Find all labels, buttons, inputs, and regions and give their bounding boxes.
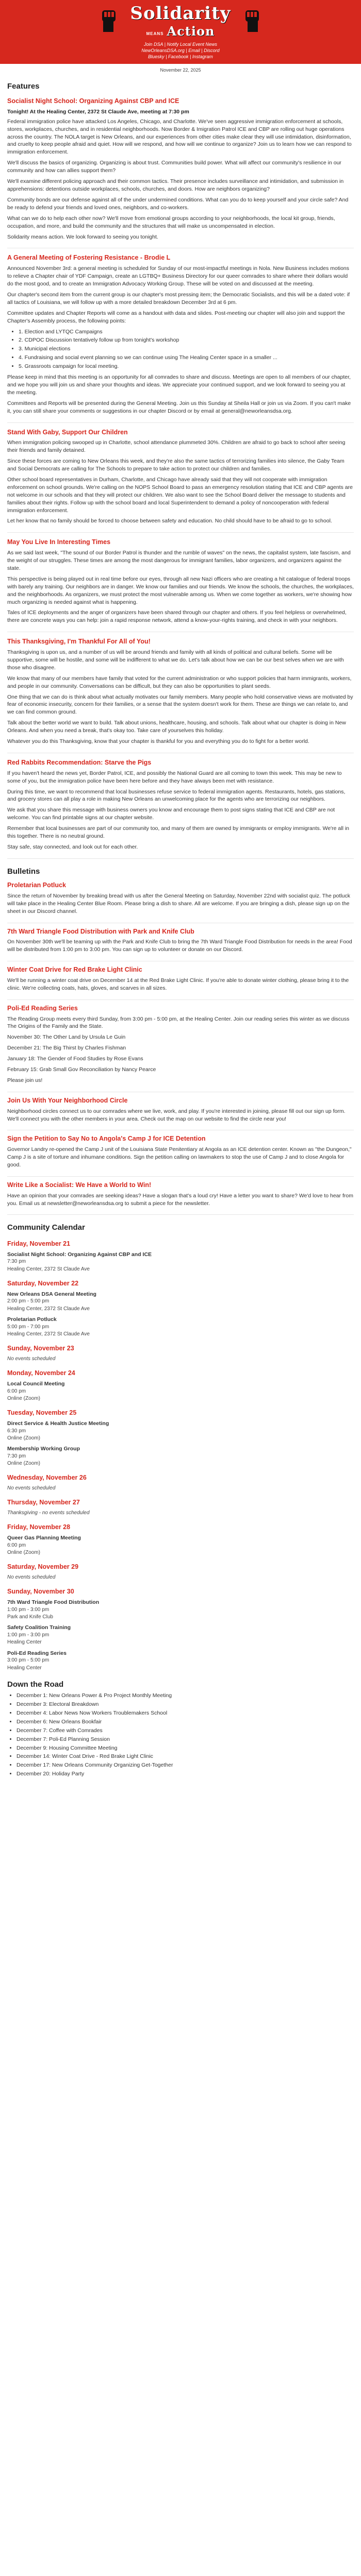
bulletin-paragraph: November 30: The Other Land by Ursula Le Guin — [7, 1034, 126, 1041]
calendar-event-name: 7th Ward Triangle Food Distribution — [7, 1599, 100, 1605]
calendar-heading: Community Calendar — [7, 1223, 85, 1232]
article — [7, 758, 354, 859]
calendar-event[interactable] — [7, 1380, 354, 1402]
article-paragraph: Our chapter's second item from the current group is our chapter's most pressing item; the Democratic Socialists, and this will be a dated vote: if all tactics of Louisiana, we will follow up with a more detailed breakdown December 3rd at 6 pm. — [7, 291, 350, 306]
down-the-road-item[interactable]: • December 4: Labor News Now Workers Troublemakers School — [17, 1709, 354, 1717]
article-paragraph: Federal immigration police have attacked Los Angeles, Chicago, and Charlotte. We've seen aggressive immigration enforcement at schools, stores, workplaces, churches, and in residential neighborhoods. Now Border & Imigration Patrol ICE and CBP are rolling out huge operations across the country. The NOLA target is New Orleans, and our experiences from other cities make clear they will use intimidation, disinformation, and cruelty to keep people afraid and quiet. How will we respond, and how will we continue to organize? Join us to learn how we can respond to immigration enforcement. — [7, 118, 352, 156]
calendar-event-meta: 5:00 pm - 7:00 pm — [7, 1324, 50, 1330]
calendar-event-name: Membership Working Group — [7, 1446, 80, 1452]
calendar-event-name: Queer Gas Planning Meeting — [7, 1535, 81, 1541]
down-the-road-item[interactable]: • December 9: Housing Committee Meeting — [17, 1744, 354, 1752]
article-title[interactable]: This Thanksgiving, I'm Thankful For All of You! — [7, 638, 151, 646]
down-the-road-item[interactable]: • December 14: Winter Coat Drive - Red Brake Light Clinic — [17, 1753, 354, 1760]
calendar-day: Friday, November 28 — [7, 1523, 71, 1531]
article-title[interactable]: May You Live In Interesting Times — [7, 538, 111, 546]
article-paragraph: Thanksgiving is upon us, and a number of us will be around friends and family with all kinds of political and cultural beliefs. Some will be supportive, some will be hostile, and some will be indifferent to what we do. Let's talk about how we can be our best selves when we are with those who disagree. — [7, 649, 344, 671]
calendar-event-loc: Online (Zoom) — [7, 1461, 40, 1467]
logo-solidarity: Solidarity — [130, 3, 231, 24]
list-item: • 5. Grassroots campaign for local meeting. — [19, 363, 354, 370]
calendar-event-loc: Park and Knife Club — [7, 1614, 53, 1620]
bulletin-paragraph: Since the return of November by breaking bread with us after the General Meeting on Saturday, November 22nd with socialist quiz. The potluck will take place in the Healing Center Blue Room. Please bring a dish to share. All are welcome. If you are bringing a dish, please sign up on the sheet in our Discord channel. — [7, 892, 350, 914]
bulletin-paragraph: The Reading Group meets every third Sunday, from 3:00 pm - 5:00 pm, at the Healing Center. Join our reading series this winter as we discuss The Origins of the Family and the State. — [7, 1015, 350, 1030]
calendar-event-meta: 1:00 pm - 3:00 pm — [7, 1606, 50, 1613]
down-the-road-item[interactable]: • December 20: Holiday Party — [17, 1770, 354, 1778]
calendar-event[interactable] — [7, 1316, 354, 1338]
newsletter-content — [0, 81, 361, 1778]
fist-icon — [240, 7, 264, 34]
article-paragraph: Tales of ICE deployments and the anger of organizers have been shared through our chapter and others. If you feel helpless or overwhelmed, there are concrete ways you can help: join a rapid response network, attend a know-your-rights training, and check in with your neighbors. — [7, 609, 347, 624]
article-paragraph: Whatever you do this Thanksgiving, know that your chapter is thankful for you and everything you do to fight for a better world. — [7, 738, 309, 745]
agenda-list — [19, 328, 354, 371]
calendar-event-name: Local Council Meeting — [7, 1380, 65, 1387]
calendar-event-meta: 6:00 pm — [7, 1542, 26, 1548]
down-the-road-item[interactable]: • December 3: Electoral Breakdown — [17, 1701, 354, 1708]
calendar-day: Tuesday, November 25 — [7, 1409, 77, 1417]
article — [7, 538, 354, 632]
bulletin-title[interactable]: Winter Coat Drive for Red Brake Light Clinic — [7, 966, 142, 974]
calendar-day: Saturday, November 29 — [7, 1563, 79, 1571]
calendar-event[interactable] — [7, 1599, 354, 1621]
calendar-event-name: Proletarian Potluck — [7, 1316, 57, 1323]
logo-means: MEANS — [146, 31, 164, 37]
bulletin — [7, 881, 354, 923]
calendar-day: Wednesday, November 26 — [7, 1474, 87, 1482]
down-the-road-item[interactable]: • December 1: New Orleans Power & Pro Project Monthly Meeting — [17, 1692, 354, 1700]
article-paragraph: Stay safe, stay connected, and look out for each other. — [7, 844, 138, 850]
bulletin — [7, 1181, 354, 1215]
calendar-event-loc: Healing Center, 2372 St Claude Ave — [7, 1306, 90, 1312]
features-heading: Features — [7, 81, 40, 91]
calendar-event-loc: Healing Center, 2372 St Claude Ave — [7, 1266, 90, 1272]
article-paragraph: We know that many of our members have family that voted for the current administration or who support policies that harm immigrants, workers, and people in our community. Conversations can be difficult, but they can also be opportunities to plant seeds. — [7, 675, 352, 689]
calendar-event-loc: Online (Zoom) — [7, 1395, 40, 1401]
bulletins-heading: Bulletins — [7, 867, 40, 876]
calendar-event-name: Safety Coalition Training — [7, 1624, 71, 1631]
bulletin-paragraph: Have an opinion that your comrades are seeking ideas? Have a slogan that's a loud cry! Have a letter you want to share? We'd love to hear from you. Email us at newsletter@neworleansdsa.org to submit a piece for the newsletter. — [7, 1192, 353, 1207]
list-item: • 1. Election and LYTQC Campaigns — [19, 328, 354, 336]
article-paragraph: We'll discuss the basics of organizing. Organizing is about trust. Communities build power. What will affect our community's resilience in our community and how can allies support them? — [7, 160, 341, 174]
calendar-note: Thanksgiving - no events scheduled — [7, 1510, 90, 1516]
calendar-event-meta: 6:00 pm — [7, 1388, 26, 1394]
article-paragraph: Community bonds are our defense against all of the under undermined conditions. What can you do to keep yourself and your circle safe? And be ready to defend your friends and loved ones, neighbors, and co-workers. — [7, 196, 349, 211]
calendar-event-loc: Healing Center, 2372 St Claude Ave — [7, 1331, 90, 1337]
bulletin-paragraph: December 21: The Big Thirst by Charles Fishman — [7, 1045, 126, 1052]
calendar-day: Sunday, November 30 — [7, 1588, 74, 1596]
bulletin-paragraph: We'll be running a winter coat drive on December 14 at the Red Brake Light Clinic. If you're able to donate winter clothing, please bring it to the clinic. We're collecting coats, hats, gloves, and scarves in all sizes. — [7, 977, 349, 991]
calendar-event-name: Direct Service & Health Justice Meeting — [7, 1420, 109, 1427]
down-the-road-item[interactable]: • December 17: New Orleans Community Organizing Get-Together — [17, 1761, 354, 1769]
logo-means-action — [0, 23, 361, 40]
down-the-road-item[interactable]: • December 7: Coffee with Comrades — [17, 1727, 354, 1735]
calendar-event-meta: 7:30 pm — [7, 1259, 26, 1265]
calendar-event[interactable] — [7, 1624, 354, 1646]
calendar-event[interactable] — [7, 1420, 354, 1442]
article-paragraph: If you haven't heard the news yet, Border Patrol, ICE, and possibly the National Guard are all coming to town this week. This may be new to some of you, but the immigration police have been here before and they have always been met with resistance. — [7, 770, 342, 784]
bulletin-paragraph: February 15: Grab Small Gov Reconciliation by Nancy Pearce — [7, 1066, 156, 1073]
article-paragraph: We'll examine different policing approach and their common tactics. Their presence includes surveillance and intimidation, and submission in apprehensions: detentions outside workplaces, schools, churches, and doors. How are neighbors organizing? — [7, 178, 344, 192]
bulletin — [7, 1096, 354, 1131]
calendar-event-meta: 6:30 pm — [7, 1428, 26, 1434]
community-calendar — [7, 1240, 354, 1672]
article — [7, 253, 354, 422]
calendar-event-meta: 7:30 pm — [7, 1453, 26, 1460]
article-paragraph: Since these forces are coming to New Orleans this week, and they're also the same tactics of terrorizing families into silence, the Gaby Team and Social Democrats are calling for The Schools to prepare to take action to protect our children and families. — [7, 458, 344, 472]
calendar-event[interactable] — [7, 1445, 354, 1467]
header-link-line[interactable]: NewOrleansDSA.org | Email | Discord — [141, 48, 220, 53]
bulletin — [7, 1004, 354, 1092]
bulletin-paragraph: Please join us! — [7, 1077, 43, 1083]
article-kicker: Tonight! At the Healing Center, 2372 St Claude Ave, meeting at 7:30 pm — [7, 108, 189, 115]
bulletin-paragraph: January 18: The Gender of Food Studies by Rose Evans — [7, 1056, 143, 1062]
article-paragraph: Announced November 3rd: a general meeting is scheduled for Sunday of our most-impactful meetings in Nola. New Business includes motions to relieve a Chapter chair of YDF Campaign, create an LGTBQ+ Business Directory for our queer comrades to share where their dollars would do the most good, and to create an Immigration Advocacy Working Group. These will be voted on and discussed at the meeting. — [7, 265, 350, 287]
list-item: • 4. Fundraising and social event planning so we can continue using The Healing Center space in a smaller ... — [19, 354, 354, 362]
article — [7, 97, 354, 248]
masthead — [0, 0, 361, 40]
calendar-event-name: New Orleans DSA General Meeting — [7, 1291, 96, 1297]
calendar-event-name: Poli-Ed Reading Series — [7, 1650, 67, 1656]
article-title[interactable]: Stand With Gaby, Support Our Children — [7, 428, 128, 436]
header-link-line[interactable]: Bluesky | Facebook | Instagram — [148, 54, 213, 59]
down-the-road-heading: Down the Road — [7, 1680, 64, 1689]
article-paragraph: Talk about the better world we want to build. Talk about unions, healthcare, housing, and schools. Talk about what our chapter is doing in New Orleans. And when you need a break, that's okay too. Take care of yourselves this holiday. — [7, 720, 346, 734]
calendar-note: No events scheduled — [7, 1485, 56, 1492]
down-the-road-item[interactable]: • December 7: Poli-Ed Planning Session — [17, 1736, 354, 1743]
bulletin — [7, 927, 354, 962]
header-links — [0, 40, 361, 64]
article-paragraph: Other school board representatives in Durham, Charlotte, and Chicago have already said that they will not cooperate with immigration enforcement on school grounds. We're calling on the NOPS School Board to pass an emergency resolution stating that ICE and CBP agents are not welcome in our schools and that they will protect our children. We also want to see the School Board deliver the message to students and families about their rights. Follow up with the school board and local Superintendent to demand a policy of noncooperation with federal immigration enforcement. — [7, 476, 353, 514]
article — [7, 637, 354, 753]
calendar-note: No events scheduled — [7, 1355, 56, 1362]
calendar-event-meta: 3:00 pm - 5:00 pm — [7, 1657, 50, 1664]
calendar-event-loc: Online (Zoom) — [7, 1550, 40, 1556]
article-paragraph: When immigration policing swooped up in Charlotte, school attendance plummeted 30%. Children are afraid to go back to school after seeing their friends and family detained. — [7, 439, 346, 454]
article-paragraph: We ask that you share this message with business owners you know and encourage them to post signs stating that ICE and CBP are not welcome. You can find printable signs at our chapter website. — [7, 807, 335, 821]
bulletin — [7, 965, 354, 1000]
calendar-event-meta: 1:00 pm - 3:00 pm — [7, 1632, 50, 1638]
list-item: • 2. CDPOC Discussion tentatively follow up from tonight's workshop — [19, 336, 354, 344]
bulletin-title[interactable]: Sign the Petition to Say No to Angola's Camp J for ICE Detention — [7, 1135, 206, 1143]
bulletin-title[interactable]: Proletarian Potluck — [7, 882, 66, 889]
article-paragraph: As we said last week, "The sound of our Border Patrol is thunder and the rumble of waves" on the news, the capitalist system, late fascism, and the weight of our struggles. These times are among the most dangerous for immigrant families, labor organizers, and organizers against the state. — [7, 550, 351, 571]
article-paragraph: Committee updates and Chapter Reports will come as a handout with data and slides. Post-meeting our chapter will also join and support the Chapter's Assembly process, the following points: — [7, 310, 345, 324]
calendar-event[interactable] — [7, 1534, 354, 1556]
calendar-event[interactable] — [7, 1650, 354, 1672]
calendar-event-loc: Healing Center — [7, 1665, 42, 1671]
down-the-road-item[interactable]: • December 6: New Orleans Bookfair — [17, 1718, 354, 1726]
article-paragraph: During this time, we want to recommend that local businesses refuse service to federal immigration agents. Restaurants, hotels, gas stations, and grocery stores can all play a role in making New Orleans an unwelcoming place for the agents who are terrorizing our neighbors. — [7, 788, 346, 803]
article-paragraph: Please keep in mind that this meeting is an opportunity for all comrades to share and discuss. Meetings are open to all members of our chapter, and we hope you will join us and share your thoughts and ideas. We appreciate your continued support, and we look forward to seeing you at the meeting. — [7, 374, 351, 396]
bulletin-title[interactable]: Join Us With Your Neighborhood Circle — [7, 1096, 128, 1104]
calendar-day: Monday, November 24 — [7, 1369, 75, 1377]
article-paragraph: Committees and Reports will be presented during the General Meeting. Join us this Sunday at Sheila Hall or join us via Zoom. If you can't make it, you can still share your comments or suggestions in our chapter Discord or by email at general@neworleansdsa.org. — [7, 400, 351, 414]
calendar-event-meta: 2:00 pm - 5:00 pm — [7, 1298, 50, 1304]
article-paragraph: Solidarity means action. We look forward to seeing you tonight. — [7, 233, 158, 240]
calendar-day: Saturday, November 22 — [7, 1279, 79, 1287]
issue-date: November 22, 2025 — [160, 67, 201, 73]
article-title[interactable]: A General Meeting of Fostering Resistance - Brodie L — [7, 254, 171, 262]
calendar-event-name: Socialist Night School: Organizing Against CBP and ICE — [7, 1251, 152, 1258]
calendar-day: Sunday, November 23 — [7, 1345, 74, 1352]
list-item: • 3. Municipal elections — [19, 345, 354, 353]
article — [7, 428, 354, 533]
bulletin-title[interactable]: Poli-Ed Reading Series — [7, 1004, 78, 1012]
bulletin-title[interactable]: Write Like a Socialist: We Have a World to Win! — [7, 1181, 152, 1189]
calendar-event[interactable] — [7, 1291, 354, 1313]
fist-icon — [97, 7, 121, 34]
article-paragraph: This perspective is being played out in real time before our eyes, through all new Nazi officers who are creating a hit catalogue of federal troops with barely any training. Our neighbors are in danger. We know our families and our friends. We know the schools, the churches, the workplaces, and the neighborhoods. As organizers, we must protect the most vulnerable among us. When we come together as workers, we're showing how much organizing is needed against what is happening. — [7, 575, 354, 605]
bulletin — [7, 1134, 354, 1176]
article-paragraph: Remember that local businesses are part of our community too, and many of them are owned by immigrants or employ immigrants. We're all in this together. There is no neutral ground. — [7, 825, 350, 840]
article-title[interactable]: Socialist Night School: Organizing Against CBP and ICE — [7, 97, 179, 105]
article-paragraph: Let her know that no family should be forced to choose between safety and education. No child should have to be afraid to go to school. — [7, 518, 332, 524]
calendar-event[interactable] — [7, 1251, 354, 1273]
down-the-road-list — [17, 1692, 354, 1778]
calendar-day: Friday, November 21 — [7, 1240, 71, 1247]
calendar-event-loc: Online (Zoom) — [7, 1435, 40, 1441]
bulletin-paragraph: Governor Landry re-opened the Camp J unit of the Louisiana State Penitentiary at Angola as an ICE detention center. Known as "the Dungeon," Camp J is a site of torture and inhumane conditions. Sign the petition calling on lawmakers to stop the use of Camp J and to close Angola for good. — [7, 1146, 352, 1168]
article-paragraph: One thing that we can do is think about what actually motivates our family members. Many people who hold conservative views are motivated by fear of economic insecurity, concern for their families, or a sense that the system doesn't work for them. These are things we can relate to, and we can find common ground. — [7, 693, 353, 716]
logo-action: Action — [167, 24, 215, 39]
header-link-line[interactable]: Join DSA | Notify Local Event News — [143, 42, 218, 47]
calendar-event-loc: Healing Center — [7, 1639, 42, 1646]
article-title[interactable]: Red Rabbits Recommendation: Starve the Pigs — [7, 759, 152, 766]
calendar-day: Thursday, November 27 — [7, 1499, 80, 1506]
article-paragraph: What can we do to help each other now? We'll move from emotional groups according to your neighborhoods, the local kit group, friends, occupation, and more, and build the community and the structures that will make us uncompensated in election. — [7, 215, 335, 229]
bulletin-title[interactable]: 7th Ward Triangle Food Distribution with Park and Knife Club — [7, 927, 194, 935]
bulletin-paragraph: On November 30th we'll be teaming up with the Park and Knife Club to bring the 7th Ward Triangle Food Distribution for needs in the area! Food will be distributed from 1:00 pm to 3:00 pm. You can sign up to volunteer or donate on our Discord. — [7, 939, 352, 953]
calendar-note: No events scheduled — [7, 1574, 56, 1581]
bulletin-paragraph: Neighborhood circles connect us to our comrades where we live, work, and play. If you're interested in joining, please fill out our sign up form. We'll connect you with the other members in your area. Check out the map on our website to find the circle near you! — [7, 1108, 346, 1122]
